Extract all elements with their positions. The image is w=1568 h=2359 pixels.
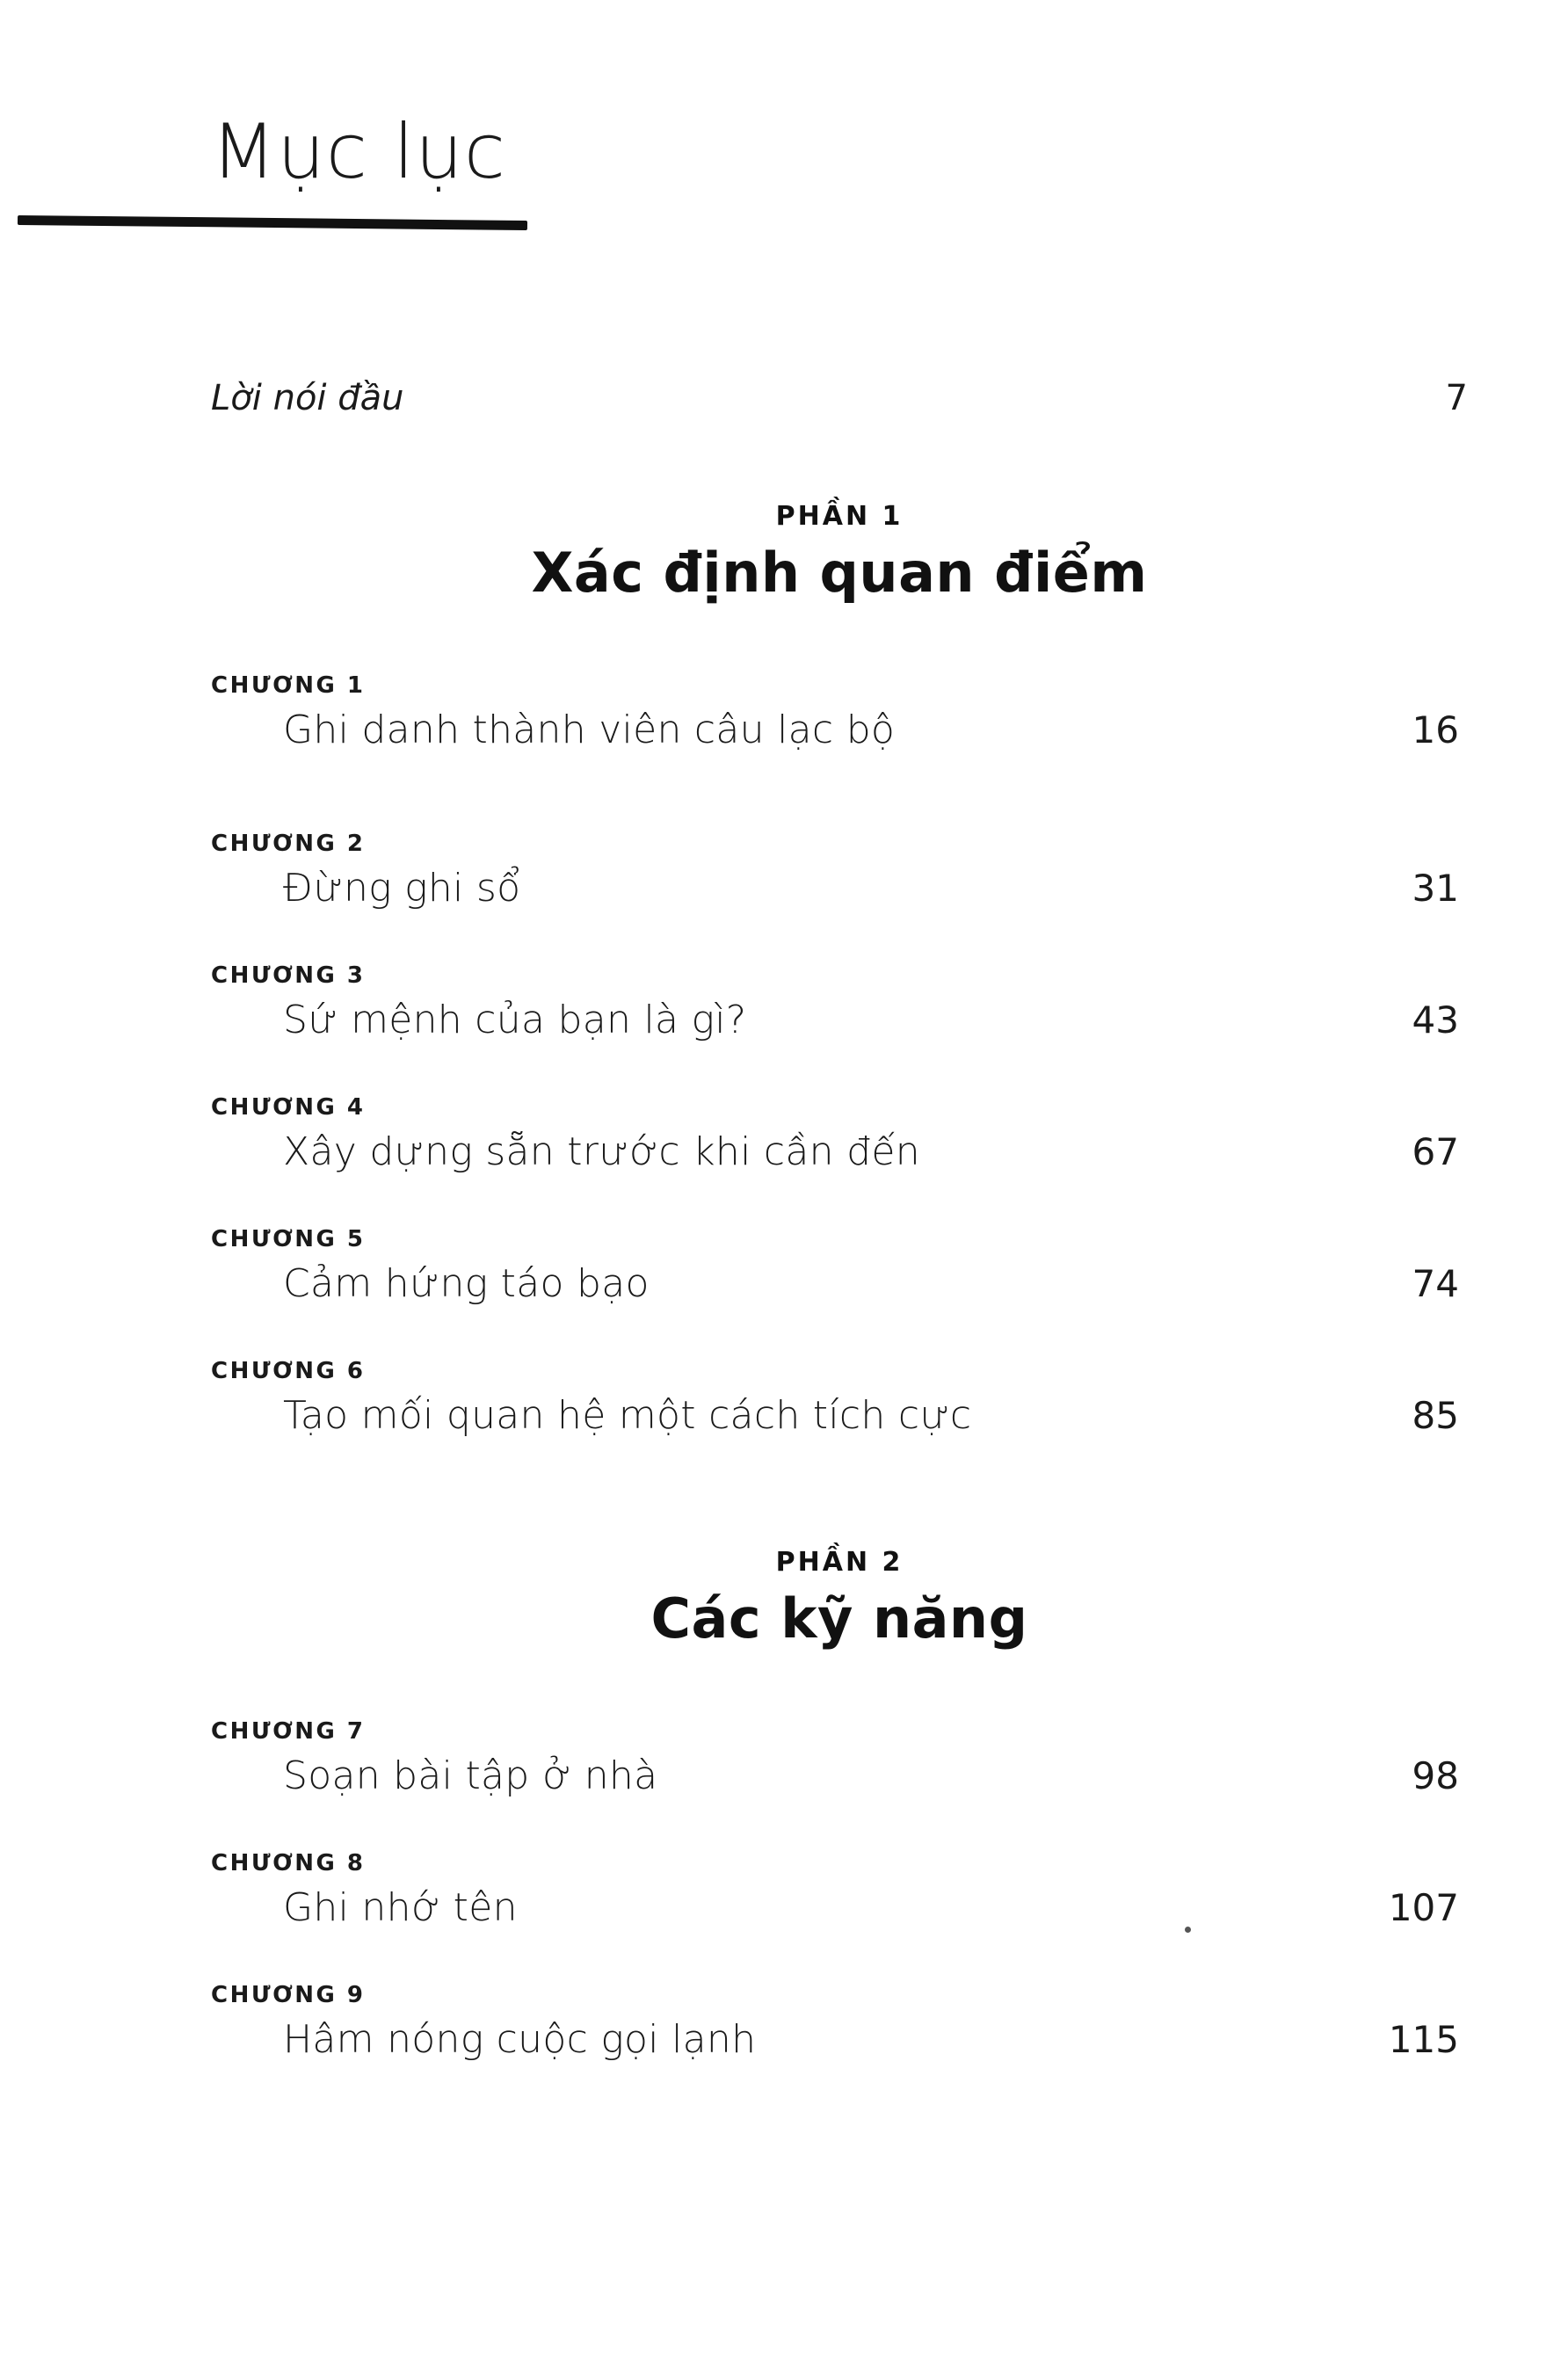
chapter-title: Sứ mệnh của bạn là gì?	[283, 998, 747, 1042]
chapter-kicker: CHƯƠNG 9	[211, 1982, 366, 2008]
chapter-page-number: 67	[1412, 1130, 1459, 1173]
foreword-label: Lời nói đầu	[211, 378, 404, 418]
chapter-line	[211, 1885, 1468, 1930]
chapter-kicker: CHƯƠNG 3	[211, 962, 366, 989]
toc-entry-chapter-6[interactable]	[211, 1358, 1468, 1438]
part-heading-1	[211, 501, 1468, 605]
toc-entry-chapter-1[interactable]	[211, 672, 1468, 752]
chapter-line	[211, 1261, 1468, 1306]
toc-entry-chapter-2[interactable]	[211, 831, 1468, 911]
chapter-title: Soạn bài tập ở nhà	[283, 1753, 658, 1798]
chapter-title: Hâm nóng cuộc gọi lạnh	[283, 2017, 757, 2062]
chapter-kicker: CHƯƠNG 2	[211, 831, 366, 857]
chapter-page-number: 74	[1412, 1262, 1459, 1305]
page-title: Mục lục	[211, 108, 507, 196]
chapter-title: Xây dựng sẵn trước khi cần đến	[283, 1129, 920, 1174]
part-kicker: PHẦN 1	[775, 501, 904, 532]
chapter-page-number: 16	[1412, 708, 1459, 751]
chapter-line	[211, 1753, 1468, 1798]
part-title: Các kỹ năng	[650, 1586, 1028, 1651]
scan-speck	[1185, 1927, 1191, 1933]
toc-entry-chapter-4[interactable]	[211, 1094, 1468, 1174]
chapter-title: Tạo mối quan hệ một cách tích cực	[283, 1393, 972, 1438]
chapter-line	[211, 1393, 1468, 1438]
chapter-line	[211, 998, 1468, 1042]
part-kicker: PHẦN 2	[775, 1547, 904, 1578]
chapter-kicker: CHƯƠNG 6	[211, 1358, 366, 1384]
chapter-line	[211, 2017, 1468, 2062]
part-title: Xác định quan điểm	[531, 541, 1148, 605]
toc-entry-chapter-9[interactable]	[211, 1982, 1468, 2062]
chapter-title: Cảm hứng táo bạo	[283, 1261, 650, 1306]
toc-entry-chapter-8[interactable]	[211, 1850, 1468, 1930]
toc-entry-foreword[interactable]	[211, 378, 1468, 418]
chapter-page-number: 98	[1412, 1754, 1459, 1797]
chapter-kicker: CHƯƠNG 1	[211, 672, 366, 699]
toc-entry-chapter-3[interactable]	[211, 962, 1468, 1042]
chapter-page-number: 31	[1412, 867, 1459, 910]
toc-entry-chapter-5[interactable]	[211, 1226, 1468, 1306]
chapter-line	[211, 708, 1468, 752]
chapter-line	[211, 1129, 1468, 1174]
page-title-wrap	[211, 108, 1002, 196]
chapter-kicker: CHƯƠNG 8	[211, 1850, 366, 1876]
chapter-kicker: CHƯƠNG 4	[211, 1094, 366, 1121]
chapter-page-number: 107	[1388, 1886, 1459, 1929]
chapter-line	[211, 866, 1468, 911]
title-underline-rule	[18, 215, 527, 230]
chapter-page-number: 43	[1412, 998, 1459, 1042]
chapter-kicker: CHƯƠNG 5	[211, 1226, 366, 1252]
foreword-page-number: 7	[1445, 378, 1468, 418]
chapter-title: Đừng ghi sổ	[283, 866, 521, 911]
chapter-kicker: CHƯƠNG 7	[211, 1718, 366, 1745]
toc-entry-chapter-7[interactable]	[211, 1718, 1468, 1798]
chapter-title: Ghi danh thành viên câu lạc bộ	[283, 708, 896, 752]
chapter-title: Ghi nhớ tên	[283, 1885, 518, 1930]
chapter-page-number: 115	[1388, 2018, 1459, 2061]
chapter-page-number: 85	[1412, 1394, 1459, 1437]
part-heading-2	[211, 1547, 1468, 1651]
